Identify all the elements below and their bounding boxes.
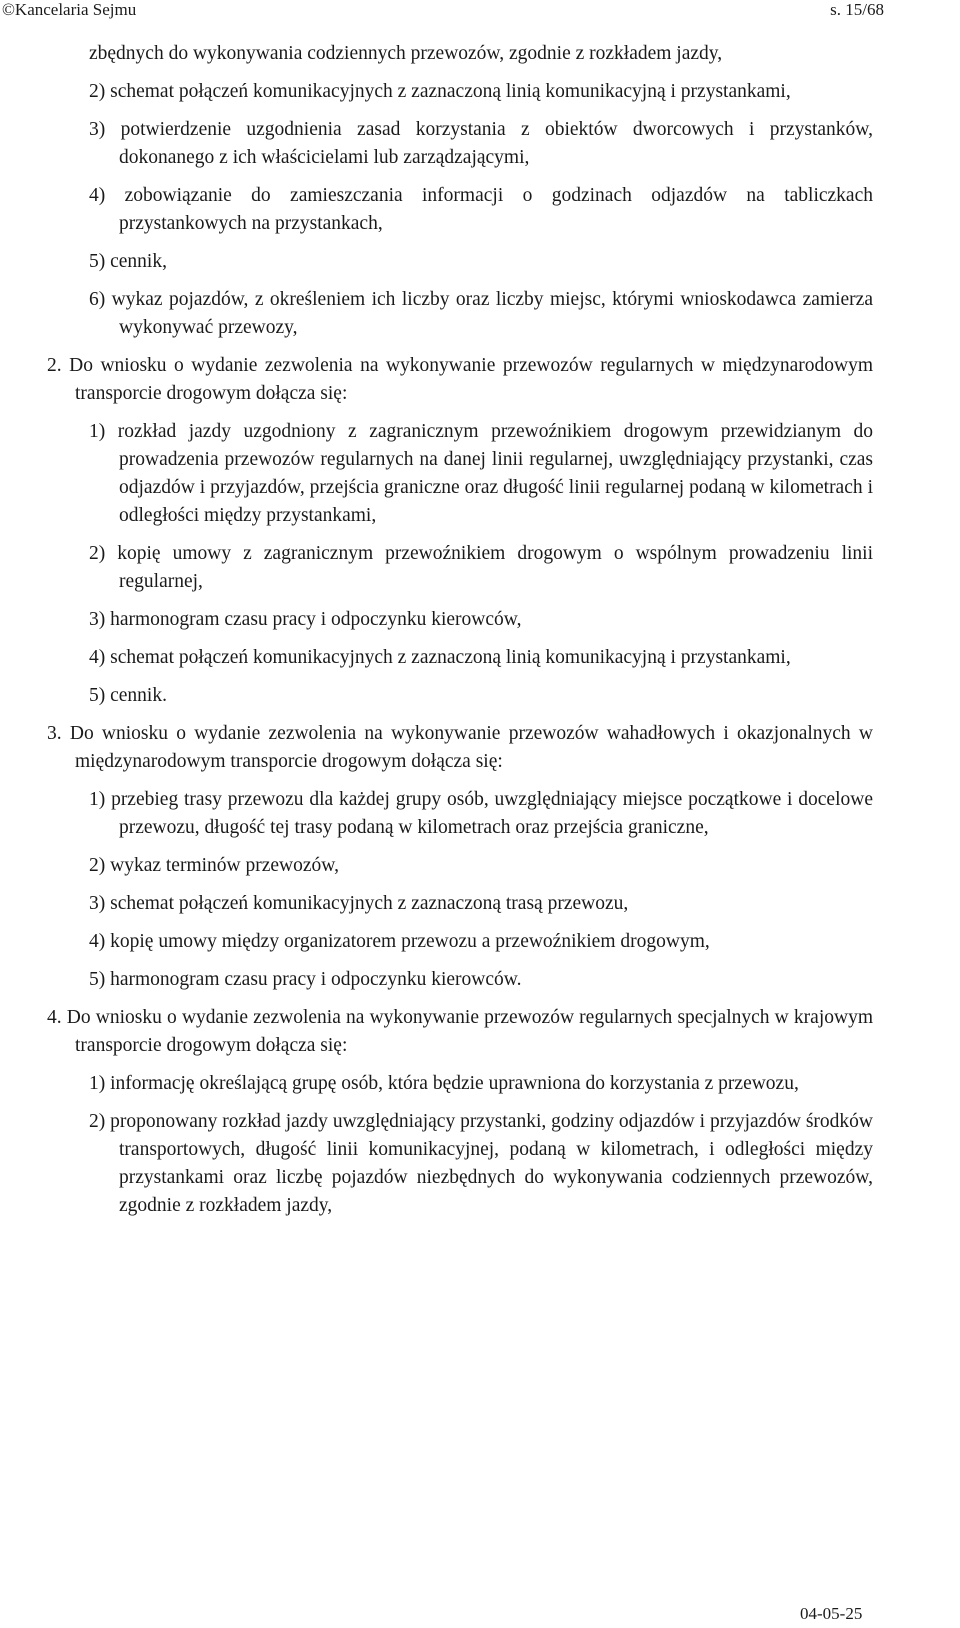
list-item: 3) harmonogram czasu pracy i odpoczynku kierowców, bbox=[89, 609, 522, 630]
section-paragraph: 4. Do wniosku o wydanie zezwolenia na wykonywanie przewozów regularnych specjalnych w krajowym transporcie drogowym dołącza się: bbox=[47, 1007, 873, 1056]
copyright-label: ©Kancelaria Sejmu bbox=[2, 0, 137, 19]
list-item: 5) harmonogram czasu pracy i odpoczynku kierowców. bbox=[89, 969, 522, 990]
list-item: 1) przebieg trasy przewozu dla każdej grupy osób, uwzględniający miejsce początkowe i docelowe przewozu, długość tej trasy podaną w kilometrach oraz przejścia graniczne, bbox=[89, 789, 873, 838]
list-item: 2) kopię umowy z zagranicznym przewoźnikiem drogowym o wspólnym prowadzeniu linii regularnej, bbox=[89, 543, 873, 592]
list-item: 6) wykaz pojazdów, z określeniem ich liczby oraz liczby miejsc, którymi wnioskodawca zamierza wykonywać przewozy, bbox=[89, 289, 873, 338]
list-item: 4) schemat połączeń komunikacyjnych z zaznaczoną linią komunikacyjną i przystankami, bbox=[89, 647, 791, 668]
list-item: 4) zobowiązanie do zamieszczania informacji o godzinach odjazdów na tabliczkach przystankowych na przystankach, bbox=[89, 185, 873, 234]
list-item: 1) rozkład jazdy uzgodniony z zagranicznym przewoźnikiem drogowym przewidzianym do prowadzenia przewozów regularnych na danej linii regularnej, uwzględniający przystanki, czas odjazdów i przyjazdów, przejścia graniczne oraz długość linii regularnej podaną w kilometrach i odległości między przystankami, bbox=[89, 421, 873, 526]
section-paragraph: 3. Do wniosku o wydanie zezwolenia na wykonywanie przewozów wahadłowych i okazjonalnych w międzynarodowym transporcie drogowym dołącza się: bbox=[47, 723, 873, 772]
list-item: 3) schemat połączeń komunikacyjnych z zaznaczoną trasą przewozu, bbox=[89, 893, 629, 914]
list-item: 2) proponowany rozkład jazdy uwzględniający przystanki, godziny odjazdów i przyjazdów środków transportowych, długość linii komunikacyjnej, podaną w kilometrach, i odległości między przystankami oraz liczbę pojazdów niezbędnych do wykonywania codziennych przewozów, zgodnie z rozkładem jazdy, bbox=[89, 1111, 873, 1216]
list-item: 5) cennik. bbox=[89, 685, 167, 706]
page-number: s. 15/68 bbox=[830, 0, 884, 19]
list-item-continuation: zbędnych do wykonywania codziennych przewozów, zgodnie z rozkładem jazdy, bbox=[89, 43, 723, 64]
list-item: 1) informację określającą grupę osób, która będzie uprawniona do korzystania z przewozu, bbox=[89, 1073, 799, 1094]
section-paragraph: 2. Do wniosku o wydanie zezwolenia na wykonywanie przewozów regularnych w międzynarodowym transporcie drogowym dołącza się: bbox=[47, 355, 873, 404]
list-item: 2) wykaz terminów przewozów, bbox=[89, 855, 339, 876]
list-item: 5) cennik, bbox=[89, 251, 167, 272]
document-body bbox=[47, 40, 873, 1230]
page-footer-date: 04-05-25 bbox=[800, 1604, 863, 1623]
list-item: 2) schemat połączeń komunikacyjnych z zaznaczoną linią komunikacyjną i przystankami, bbox=[89, 81, 791, 102]
page-header bbox=[0, 0, 960, 22]
list-item: 4) kopię umowy między organizatorem przewozu a przewoźnikiem drogowym, bbox=[89, 931, 710, 952]
list-item: 3) potwierdzenie uzgodnienia zasad korzystania z obiektów dworcowych i przystanków, dokonanego z ich właścicielami lub zarządzającymi, bbox=[89, 119, 873, 168]
